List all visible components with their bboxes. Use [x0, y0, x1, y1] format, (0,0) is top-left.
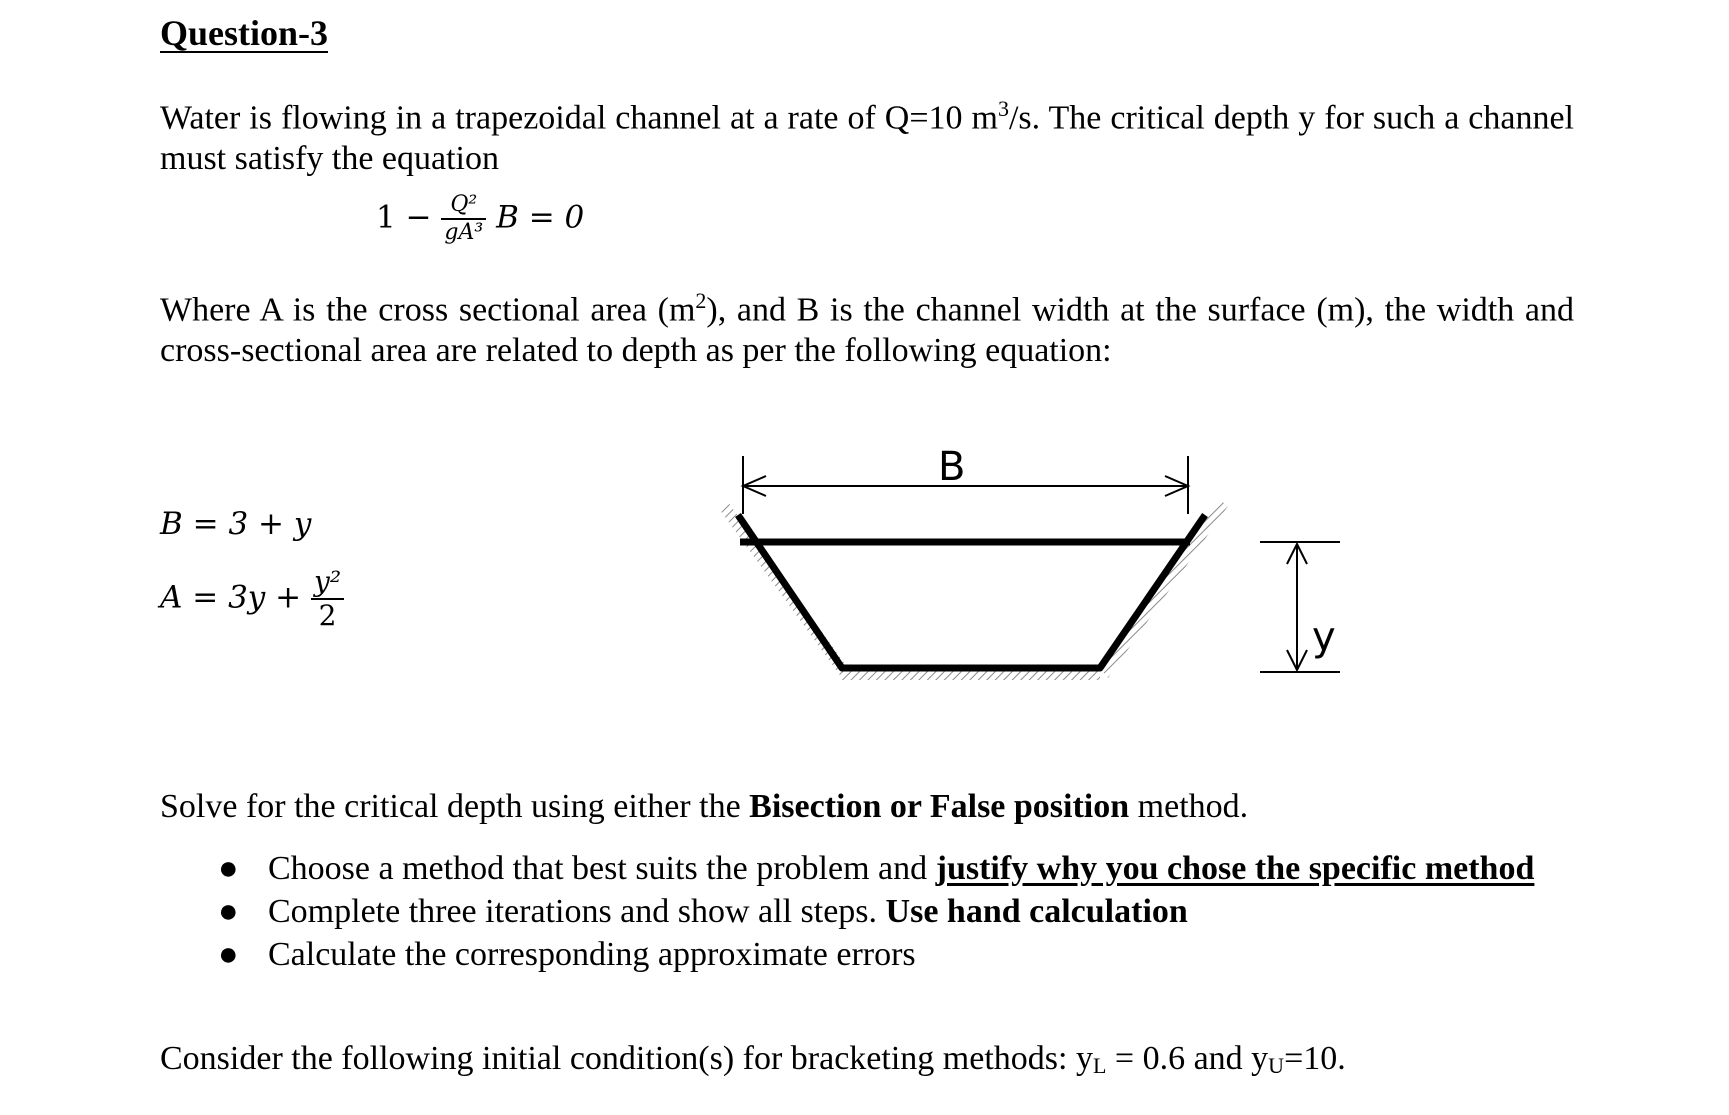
consider-text-post: =10.	[1284, 1040, 1346, 1077]
list-item	[160, 848, 1574, 889]
initial-conditions	[160, 1040, 1346, 1079]
where-superscript: 2	[695, 288, 707, 313]
area-numerator: y²	[311, 566, 344, 600]
bullet-1-justify: justify why you chose the specific method	[935, 850, 1535, 887]
intro-superscript: 3	[997, 96, 1009, 121]
where-text: Where A is the cross sectional area (m	[160, 291, 696, 329]
solve-instruction	[160, 788, 1248, 826]
question-title: Question-3	[160, 13, 329, 53]
area-equation-lead: A = 3y +	[160, 579, 302, 616]
equation-denominator: gA³	[444, 220, 484, 245]
solve-text-pre: Solve for the critical depth using either the	[160, 788, 750, 825]
area-fraction	[311, 566, 344, 632]
right-bank-hatch	[1100, 500, 1228, 678]
bullet-2-bold: Use hand calculation	[885, 893, 1188, 930]
solve-methods: Bisection or False position	[749, 788, 1130, 825]
area-equation	[160, 566, 344, 632]
width-equation	[160, 506, 311, 542]
list-item	[160, 891, 1574, 932]
problem-intro	[160, 88, 1574, 179]
list-item	[160, 934, 1574, 975]
bullet-1-text: Choose a method that best suits the problem and	[268, 850, 936, 887]
task-list	[160, 848, 1574, 977]
area-denominator: 2	[318, 599, 337, 632]
where-text-rest: ), and B is the channel width at the surface (m), the width and cross-sectional area are related to depth as per the following equation:	[160, 291, 1574, 370]
equation-fraction	[441, 192, 486, 246]
equation-tail: B = 0	[496, 199, 585, 236]
intro-text-rest: /s. The critical depth y for such a channel must satisfy the equation	[160, 99, 1575, 178]
where-paragraph	[160, 280, 1574, 371]
consider-sub-lower: L	[1092, 1053, 1107, 1078]
critical-depth-equation	[376, 192, 584, 246]
bullet-marker: ●	[218, 850, 239, 887]
width-equation-text: B = 3 + y	[160, 506, 312, 542]
bullet-3-text: Calculate the corresponding approximate errors	[268, 936, 916, 973]
consider-sub-upper: U	[1268, 1053, 1285, 1078]
trapezoidal-channel-diagram	[700, 440, 1340, 700]
width-label: B	[938, 444, 966, 490]
solve-text-post: method.	[1129, 788, 1249, 825]
equation-numerator: Q²	[441, 192, 486, 220]
equation-lead: 1 −	[376, 199, 432, 236]
depth-label: y	[1312, 614, 1336, 660]
consider-text-pre: Consider the following initial condition(s) for bracketing methods: y	[160, 1040, 1093, 1077]
channel-outline	[738, 515, 1205, 668]
consider-text-mid: = 0.6 and y	[1106, 1040, 1269, 1077]
bullet-marker: ●	[218, 893, 239, 930]
bullet-marker: ●	[218, 936, 239, 973]
intro-text: Water is flowing in a trapezoidal channel at a rate of Q=10 m	[160, 99, 998, 137]
bullet-2-text: Complete three iterations and show all steps.	[268, 893, 886, 930]
